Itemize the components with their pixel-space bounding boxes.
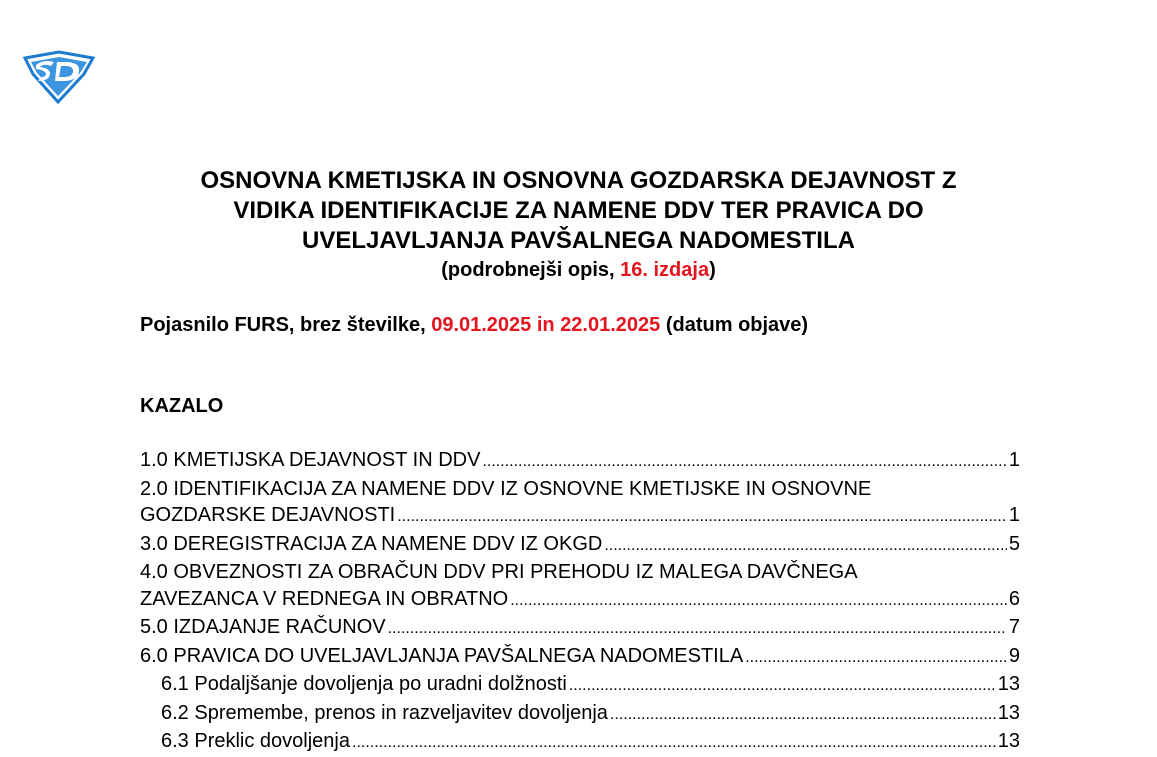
toc-entry[interactable] — [140, 559, 1020, 614]
toc-dot-leader — [388, 616, 1007, 643]
subtitle-open: (podrobnejši opis, — [441, 259, 621, 281]
toc-entry-title-line: 4.0 OBVEZNOSTI ZA OBRAČUN DDV PRI PREHODU IZ MALEGA DAVČNEGA — [140, 561, 858, 583]
edition-number: 16. izdaja — [620, 259, 710, 281]
toc-entry[interactable] — [140, 531, 1020, 560]
toc-dot-leader — [604, 533, 1007, 560]
toc-entry-title: 1.0 KMETIJSKA DEJAVNOST IN DDV — [140, 449, 481, 471]
toc-page-number: 7 — [1008, 616, 1020, 638]
title-line-1: OSNOVNA KMETIJSKA IN OSNOVNA GOZDARSKA DEJAVNOST Z — [200, 167, 957, 194]
toc-dot-leader — [745, 645, 1007, 672]
table-of-contents — [140, 447, 1020, 757]
toc-page-number: 1 — [1008, 449, 1020, 471]
fu-shield-logo-icon — [22, 50, 96, 104]
toc-entry-title: 6.2 Spremembe, prenos in razveljavitev dovoljenja — [161, 701, 608, 724]
toc-page-number: 13 — [997, 730, 1020, 752]
toc-entry-title: 3.0 DEREGISTRACIJA ZA NAMENE DDV IZ OKGD — [140, 532, 603, 555]
document-subtitle — [0, 256, 1157, 284]
toc-page-number: 13 — [997, 701, 1020, 724]
toc-entry-title-line: 2.0 IDENTIFIKACIJA ZA NAMENE DDV IZ OSNOVNE KMETIJSKE IN OSNOVNE — [140, 477, 872, 500]
document-title — [0, 166, 1157, 284]
toc-dot-leader — [397, 504, 1007, 531]
toc-dot-leader — [352, 730, 996, 757]
clarification-prefix: Pojasnilo FURS, brez številke, — [140, 314, 432, 336]
toc-entry[interactable] — [140, 447, 1020, 476]
toc-entry[interactable] — [140, 700, 1020, 729]
subtitle-close: ) — [709, 259, 716, 281]
toc-entry[interactable] — [140, 728, 1020, 757]
toc-entry-title: 6.0 PRAVICA DO UVELJAVLJANJA PAVŠALNEGA NADOMESTILA — [140, 644, 744, 667]
toc-entry-title: 6.3 Preklic dovoljenja — [161, 730, 350, 752]
clarification-suffix: (datum objave) — [660, 314, 809, 336]
toc-page-number: 1 — [1008, 504, 1020, 526]
toc-page-number: 13 — [997, 673, 1020, 695]
toc-heading: KAZALO — [140, 395, 224, 417]
toc-entry-title: 6.1 Podaljšanje dovoljenja po uradni dolžnosti — [161, 673, 567, 695]
toc-page-number: 6 — [1008, 587, 1020, 610]
toc-page-number: 9 — [1008, 644, 1020, 667]
toc-entry[interactable] — [140, 476, 1020, 531]
toc-entry-title: ZAVEZANCA V REDNEGA IN OBRATNO — [140, 587, 509, 610]
title-line-2: VIDIKA IDENTIFIKACIJE ZA NAMENE DDV TER PRAVICA DO — [233, 197, 924, 224]
clarification-line — [140, 312, 808, 338]
toc-page-number: 5 — [1008, 532, 1020, 555]
toc-entry-title: GOZDARSKE DEJAVNOSTI — [140, 504, 396, 526]
toc-dot-leader — [482, 449, 1006, 476]
toc-entry[interactable] — [140, 643, 1020, 672]
publication-dates: 09.01.2025 in 22.01.2025 — [431, 314, 661, 336]
toc-entry[interactable] — [140, 671, 1020, 700]
toc-dot-leader — [610, 702, 996, 729]
toc-dot-leader — [510, 588, 1007, 615]
title-line-3: UVELJAVLJANJA PAVŠALNEGA NADOMESTILA — [302, 227, 855, 254]
toc-entry-title: 5.0 IZDAJANJE RAČUNOV — [140, 616, 386, 638]
toc-dot-leader — [569, 673, 996, 700]
toc-entry[interactable] — [140, 614, 1020, 643]
